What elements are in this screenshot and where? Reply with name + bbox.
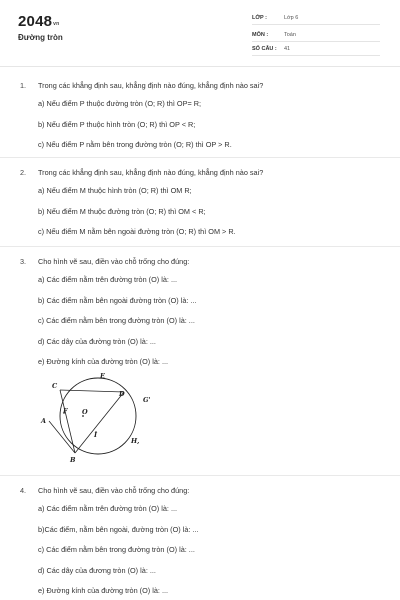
label-a: A — [41, 417, 47, 425]
worksheet-header — [0, 0, 400, 70]
question-1 — [20, 81, 380, 161]
label-d: D — [119, 390, 125, 398]
question-header — [20, 81, 380, 99]
question-item: c) Các điểm nằm bên trong đường tròn (O) là: ... — [38, 545, 195, 554]
meta-subject-value: Toán — [284, 32, 296, 38]
meta-count-row — [252, 43, 380, 56]
label-g: G' — [143, 396, 151, 404]
question-header — [20, 168, 380, 186]
label-h: H, — [131, 437, 140, 445]
question-2 — [20, 168, 380, 248]
question-text: Trong các khẳng định sau, khẳng định nào đúng, khẳng định nào sai? — [38, 168, 264, 177]
question-divider — [0, 246, 400, 247]
question-3 — [20, 257, 380, 378]
label-f: F — [63, 407, 68, 415]
label-b: B — [70, 456, 76, 464]
question-text: Cho hình vẽ sau, điền vào chỗ trống cho đúng: — [38, 486, 190, 495]
meta-class-label: LỚP : — [252, 15, 267, 21]
question-number: 1. — [20, 81, 27, 90]
label-c: C — [52, 382, 58, 390]
question-item: b) Các điểm nằm bên ngoài đường tròn (O) là: ... — [38, 295, 197, 305]
question-divider — [0, 157, 400, 158]
question-number: 4. — [20, 486, 27, 495]
circle-diagram — [36, 370, 166, 470]
question-item: c) Nếu điểm P nằm bên trong đường tròn (O; R) thì OP > R. — [38, 140, 232, 149]
circle-figure — [36, 370, 166, 470]
meta-subject-row — [252, 29, 380, 42]
label-e: E — [100, 372, 105, 380]
label-i: I — [94, 431, 98, 439]
question-number: 2. — [20, 168, 27, 177]
header-divider — [0, 66, 400, 67]
meta-count-label: SỐ CÂU : — [252, 46, 277, 52]
page-title: Đường tròn — [18, 33, 63, 42]
question-item: b)Các điểm, nằm bên ngoài, đường tròn (O) là: ... — [38, 524, 199, 534]
meta-class-value: Lớp 6 — [284, 15, 299, 21]
meta-class-row — [252, 12, 380, 25]
meta-subject-label: MÔN : — [252, 32, 269, 38]
question-divider — [0, 475, 400, 476]
question-item: b) Nếu điểm P thuộc hình tròn (O; R) thì OP < R; — [38, 119, 196, 129]
chord-db — [75, 392, 124, 453]
question-item: d) Các dây của đường tròn (O) là: ... — [38, 336, 156, 346]
question-item: c) Nếu điểm M nằm bên ngoài đường tròn (O; R) thì OM > R. — [38, 227, 236, 236]
label-o: O — [82, 408, 88, 416]
question-item: d) Các dây của đương tròn (O) là: ... — [38, 565, 156, 575]
question-header — [20, 486, 380, 504]
question-item: b) Nếu điểm M thuộc đường tròn (O; R) thì OM < R; — [38, 206, 206, 216]
question-item: e) Đường kính của đường tròn (O) là: ... — [38, 357, 169, 366]
question-item: a) Các điểm nằm trên đường tròn (O) là: ... — [38, 504, 178, 513]
question-number: 3. — [20, 257, 27, 266]
question-item: a) Nếu điểm P thuộc đường tròn (O; R) thì OP= R; — [38, 99, 202, 108]
question-4 — [20, 486, 380, 600]
question-text: Cho hình vẽ sau, điền vào chỗ trống cho đúng: — [38, 257, 190, 266]
question-item: a) Nếu điểm M thuộc hình tròn (O; R) thì OM R; — [38, 186, 192, 195]
question-text: Trong các khẳng định sau, khẳng định nào đúng, khẳng định nào sai? — [38, 81, 264, 90]
question-item: a) Các điểm nằm trên đường tròn (O) là: ... — [38, 275, 178, 284]
logo-suffix: vn — [53, 21, 60, 27]
question-header — [20, 257, 380, 275]
meta-count-value: 41 — [284, 46, 291, 52]
question-item: e) Đường kính của đường tròn (O) là: ... — [38, 586, 169, 595]
question-item: c) Các điểm nằm bên trong đường tròn (O) là: ... — [38, 316, 195, 325]
site-logo[interactable]: $2048^{vn}$ — [18, 13, 60, 30]
